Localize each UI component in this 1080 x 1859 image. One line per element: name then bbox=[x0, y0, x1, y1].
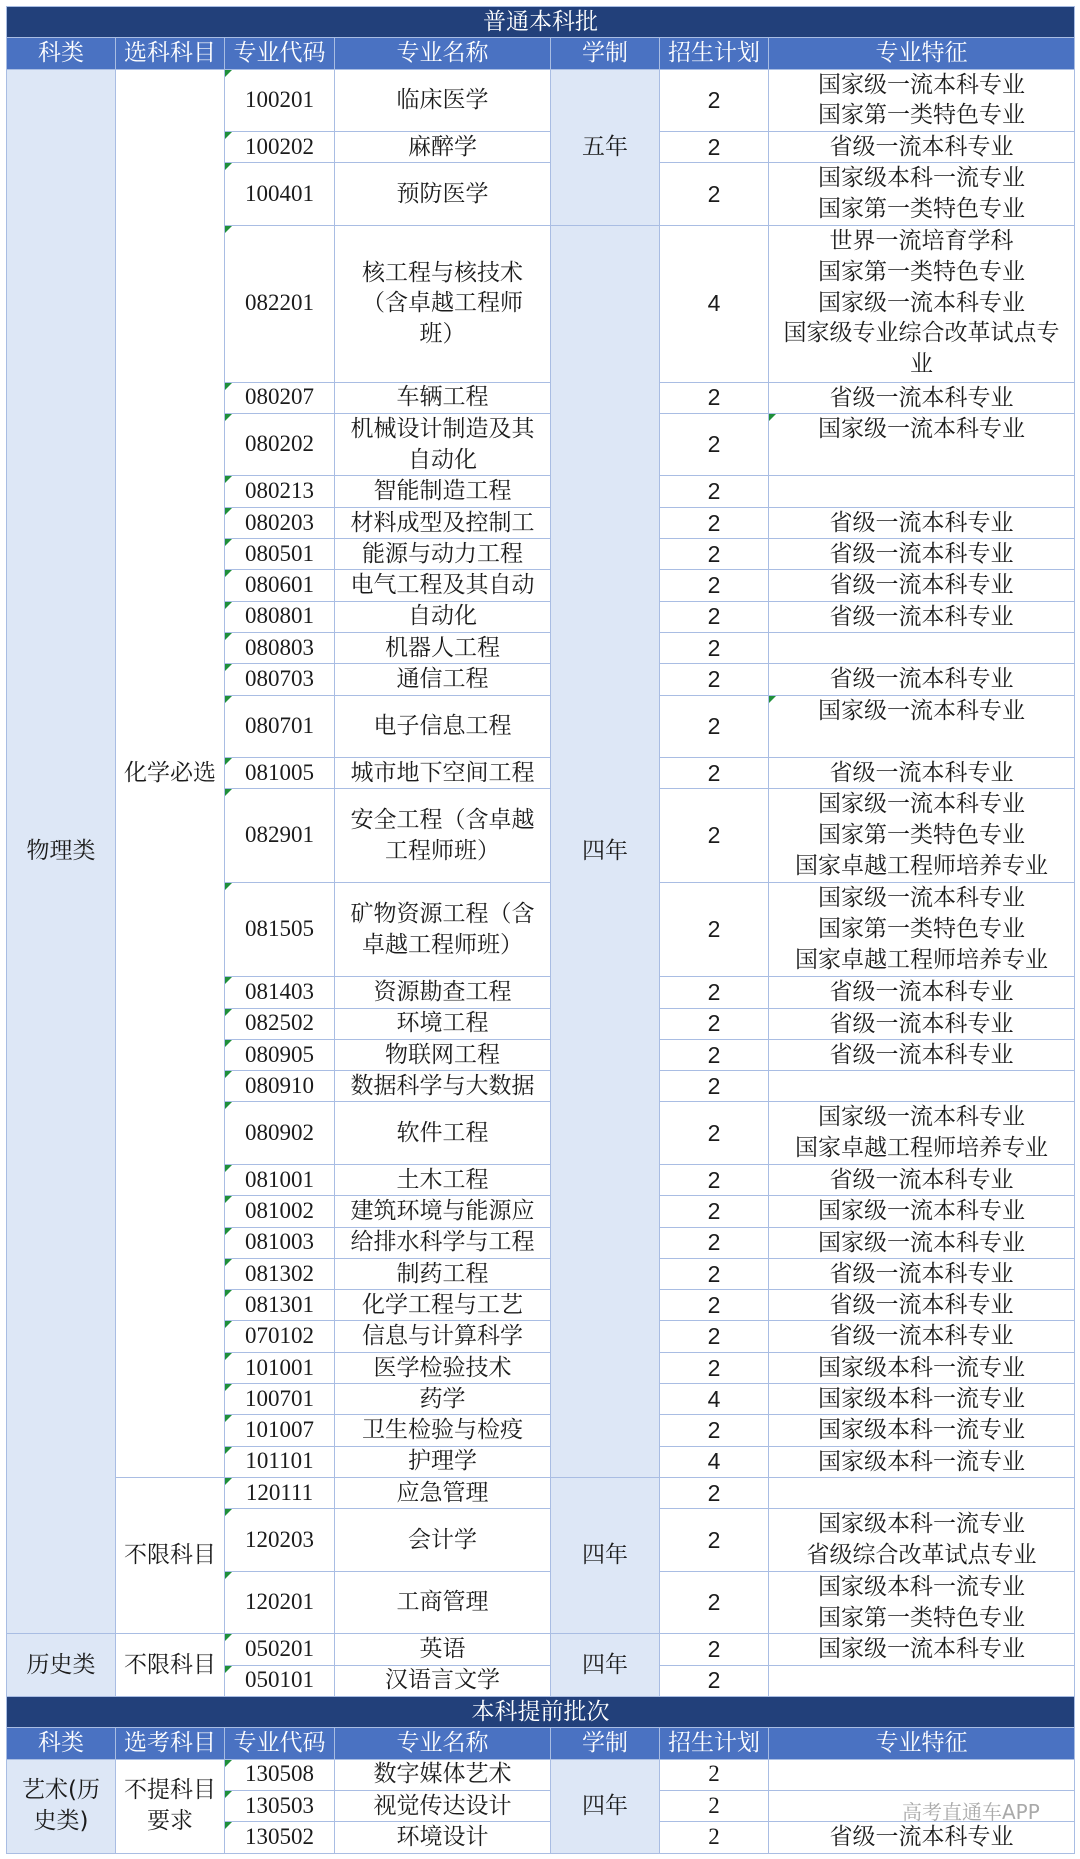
section-title: 普通本科批 bbox=[7, 7, 1074, 37]
header-category: 科类 bbox=[7, 38, 115, 68]
enrollment-plan: 2 bbox=[660, 696, 768, 758]
major-name: 汉语言文学 bbox=[335, 1666, 550, 1696]
feature-item: 国家级本科一流专业 bbox=[818, 1573, 1025, 1600]
major-features bbox=[769, 633, 1074, 663]
header-subjects: 选科科目 bbox=[116, 38, 224, 68]
enrollment-plan: 2 bbox=[660, 1040, 768, 1070]
feature-item: 省级一流本科专业 bbox=[829, 760, 1014, 787]
subject-requirement-cell: 不提科目要求 bbox=[116, 1760, 224, 1853]
feature-item: 省级一流本科专业 bbox=[829, 666, 1014, 693]
major-features bbox=[769, 1384, 1074, 1414]
major-code: 080213 bbox=[225, 476, 334, 506]
duration-cell: 四年 bbox=[551, 1634, 659, 1696]
header-code: 专业代码 bbox=[225, 1728, 334, 1758]
major-name: 通信工程 bbox=[335, 664, 550, 694]
major-code: 082901 bbox=[225, 789, 334, 882]
enrollment-plan: 2 bbox=[660, 602, 768, 632]
duration-cell: 四年 bbox=[551, 1478, 659, 1633]
major-name: 软件工程 bbox=[335, 1102, 550, 1164]
duration-cell: 四年 bbox=[551, 226, 659, 1477]
enrollment-plan: 2 bbox=[660, 1478, 768, 1508]
duration-cell: 四年 bbox=[551, 1760, 659, 1853]
enrollment-plan: 2 bbox=[660, 414, 768, 476]
major-features bbox=[769, 132, 1074, 162]
major-features bbox=[769, 570, 1074, 600]
major-features bbox=[769, 414, 1074, 476]
major-name: 护理学 bbox=[335, 1447, 550, 1477]
major-name: 物联网工程 bbox=[335, 1040, 550, 1070]
major-code: 120203 bbox=[225, 1509, 334, 1571]
enrollment-plan: 2 bbox=[660, 1353, 768, 1383]
feature-item: 国家第一类特色专业 bbox=[818, 916, 1025, 943]
header-features: 专业特征 bbox=[769, 38, 1074, 68]
major-name: 电气工程及其自动 bbox=[335, 570, 550, 600]
header-plan: 招生计划 bbox=[660, 38, 768, 68]
enrollment-plan: 2 bbox=[660, 132, 768, 162]
major-code: 080501 bbox=[225, 539, 334, 569]
major-name: 临床医学 bbox=[335, 70, 550, 132]
major-code: 080910 bbox=[225, 1071, 334, 1101]
enrollment-plan: 2 bbox=[660, 1228, 768, 1258]
major-name: 药学 bbox=[335, 1384, 550, 1414]
enrollment-plan: 2 bbox=[660, 476, 768, 506]
enrollment-plan: 2 bbox=[660, 1634, 768, 1664]
major-name: 车辆工程 bbox=[335, 383, 550, 413]
major-features bbox=[769, 664, 1074, 694]
major-code: 080601 bbox=[225, 570, 334, 600]
feature-item: 省级一流本科专业 bbox=[829, 603, 1014, 630]
major-features bbox=[769, 1102, 1074, 1164]
major-name: 制药工程 bbox=[335, 1259, 550, 1289]
feature-item: 省级一流本科专业 bbox=[829, 1041, 1014, 1068]
section-title: 本科提前批次 bbox=[7, 1697, 1074, 1727]
major-features bbox=[769, 383, 1074, 413]
major-code: 080701 bbox=[225, 696, 334, 758]
category-cell: 历史类 bbox=[7, 1634, 115, 1696]
major-features bbox=[769, 539, 1074, 569]
feature-item: 国家级一流本科专业 bbox=[818, 1104, 1025, 1131]
major-code: 120111 bbox=[225, 1478, 334, 1508]
major-features bbox=[769, 1760, 1074, 1790]
major-name: 医学检验技术 bbox=[335, 1353, 550, 1383]
subject-requirement-cell: 不限科目 bbox=[116, 1478, 224, 1633]
enrollment-plan: 2 bbox=[660, 1009, 768, 1039]
major-name: 数据科学与大数据 bbox=[335, 1071, 550, 1101]
feature-item: 国家第一类特色专业 bbox=[818, 822, 1025, 849]
enrollment-plan: 2 bbox=[660, 1196, 768, 1226]
enrollment-plan: 2 bbox=[660, 1415, 768, 1445]
major-features bbox=[769, 1259, 1074, 1289]
feature-item: 国家卓越工程师培养专业 bbox=[795, 946, 1048, 973]
enrollment-plan: 2 bbox=[660, 163, 768, 225]
major-features bbox=[769, 1290, 1074, 1320]
feature-item: 省级一流本科专业 bbox=[829, 1010, 1014, 1037]
major-code: 070102 bbox=[225, 1321, 334, 1351]
major-features bbox=[769, 1228, 1074, 1258]
major-name: 建筑环境与能源应 bbox=[335, 1196, 550, 1226]
major-name: 环境工程 bbox=[335, 1009, 550, 1039]
feature-item: 国家级本科一流专业 bbox=[818, 1386, 1025, 1413]
feature-item: 国家卓越工程师培养专业 bbox=[795, 1135, 1048, 1162]
major-name: 自动化 bbox=[335, 602, 550, 632]
enrollment-plan: 2 bbox=[660, 1666, 768, 1696]
major-features bbox=[769, 1634, 1074, 1664]
major-code: 120201 bbox=[225, 1572, 334, 1634]
major-code: 081301 bbox=[225, 1290, 334, 1320]
feature-item: 国家级一流本科专业 bbox=[818, 1636, 1025, 1663]
enrollment-plan: 2 bbox=[660, 1572, 768, 1634]
major-features bbox=[769, 1353, 1074, 1383]
duration-cell: 五年 bbox=[551, 70, 659, 225]
major-code: 081001 bbox=[225, 1165, 334, 1195]
header-duration: 学制 bbox=[551, 38, 659, 68]
major-code: 101007 bbox=[225, 1415, 334, 1445]
major-name: 智能制造工程 bbox=[335, 476, 550, 506]
feature-item: 国家级专业综合改革试点专业 bbox=[783, 320, 1060, 378]
category-cell: 物理类 bbox=[7, 70, 115, 1634]
enrollment-plan: 2 bbox=[660, 539, 768, 569]
feature-item: 国家第一类特色专业 bbox=[818, 102, 1025, 129]
major-code: 080902 bbox=[225, 1102, 334, 1164]
enrollment-plan: 2 bbox=[660, 1071, 768, 1101]
major-features bbox=[769, 70, 1074, 132]
major-name: 环境设计 bbox=[335, 1822, 550, 1852]
major-name: 卫生检验与检疫 bbox=[335, 1415, 550, 1445]
feature-item: 国家级本科一流专业 bbox=[818, 1417, 1025, 1444]
major-features bbox=[769, 1321, 1074, 1351]
category-cell: 艺术(历史类) bbox=[7, 1760, 115, 1853]
major-name: 机械设计制造及其自动化 bbox=[335, 414, 550, 476]
subject-requirement-cell: 化学必选 bbox=[116, 70, 224, 1477]
major-features bbox=[769, 1791, 1074, 1821]
major-name: 英语 bbox=[335, 1634, 550, 1664]
major-code: 082201 bbox=[225, 226, 334, 381]
major-features bbox=[769, 226, 1074, 381]
feature-item: 国家级一流本科专业 bbox=[818, 71, 1025, 98]
watermark: 高考直通车APP bbox=[902, 1800, 1040, 1824]
feature-item: 世界一流培育学科 bbox=[829, 228, 1014, 255]
feature-item: 省级综合改革试点专业 bbox=[806, 1542, 1037, 1569]
enrollment-plan: 2 bbox=[660, 1259, 768, 1289]
major-code: 080207 bbox=[225, 383, 334, 413]
major-features bbox=[769, 1478, 1074, 1508]
enrollment-plan: 2 bbox=[660, 1760, 768, 1790]
header-name: 专业名称 bbox=[335, 38, 550, 68]
major-code: 081003 bbox=[225, 1228, 334, 1258]
major-code: 050201 bbox=[225, 1634, 334, 1664]
feature-item: 国家卓越工程师培养专业 bbox=[795, 853, 1048, 880]
feature-item: 国家级一流本科专业 bbox=[818, 1198, 1025, 1225]
major-code: 101001 bbox=[225, 1353, 334, 1383]
major-name: 矿物资源工程（含卓越工程师班） bbox=[335, 883, 550, 976]
header-category: 科类 bbox=[7, 1728, 115, 1758]
major-code: 050101 bbox=[225, 1666, 334, 1696]
feature-item: 省级一流本科专业 bbox=[829, 1166, 1014, 1193]
enrollment-plan: 2 bbox=[660, 883, 768, 976]
header-plan: 招生计划 bbox=[660, 1728, 768, 1758]
major-name: 城市地下空间工程 bbox=[335, 758, 550, 788]
header-subjects: 选考科目 bbox=[116, 1728, 224, 1758]
major-name: 会计学 bbox=[335, 1509, 550, 1571]
major-name: 能源与动力工程 bbox=[335, 539, 550, 569]
feature-item: 省级一流本科专业 bbox=[829, 384, 1014, 411]
enrollment-plan: 2 bbox=[660, 70, 768, 132]
enrollment-plan: 2 bbox=[660, 664, 768, 694]
major-code: 130508 bbox=[225, 1760, 334, 1790]
feature-item: 省级一流本科专业 bbox=[829, 979, 1014, 1006]
major-code: 082502 bbox=[225, 1009, 334, 1039]
feature-item: 省级一流本科专业 bbox=[829, 509, 1014, 536]
header-name: 专业名称 bbox=[335, 1728, 550, 1758]
major-features bbox=[769, 1447, 1074, 1477]
major-name: 电子信息工程 bbox=[335, 696, 550, 758]
enrollment-plan: 2 bbox=[660, 1791, 768, 1821]
subject-requirement-cell: 不限科目 bbox=[116, 1634, 224, 1696]
major-features bbox=[769, 883, 1074, 976]
major-code: 081505 bbox=[225, 883, 334, 976]
feature-item: 国家第一类特色专业 bbox=[818, 1604, 1025, 1631]
major-features bbox=[769, 977, 1074, 1007]
major-code: 081002 bbox=[225, 1196, 334, 1226]
feature-item: 国家级本科一流专业 bbox=[818, 165, 1025, 192]
header-code: 专业代码 bbox=[225, 38, 334, 68]
feature-item: 国家级一流本科专业 bbox=[818, 791, 1025, 818]
feature-item: 省级一流本科专业 bbox=[829, 1323, 1014, 1350]
major-name: 土木工程 bbox=[335, 1165, 550, 1195]
feature-item: 省级一流本科专业 bbox=[829, 1824, 1014, 1851]
major-code: 100202 bbox=[225, 132, 334, 162]
major-name: 给排水科学与工程 bbox=[335, 1228, 550, 1258]
major-features bbox=[769, 1196, 1074, 1226]
feature-item: 国家级本科一流专业 bbox=[818, 1511, 1025, 1538]
major-name: 材料成型及控制工 bbox=[335, 508, 550, 538]
enrollment-plan: 2 bbox=[660, 758, 768, 788]
major-name: 化学工程与工艺 bbox=[335, 1290, 550, 1320]
enrollment-plan: 2 bbox=[660, 1822, 768, 1852]
enrollment-plan: 2 bbox=[660, 633, 768, 663]
major-code: 080703 bbox=[225, 664, 334, 694]
major-features bbox=[769, 1040, 1074, 1070]
major-features bbox=[769, 1071, 1074, 1101]
enrollment-plan: 4 bbox=[660, 1447, 768, 1477]
enrollment-plan: 2 bbox=[660, 977, 768, 1007]
major-name: 预防医学 bbox=[335, 163, 550, 225]
feature-item: 国家第一类特色专业 bbox=[818, 258, 1025, 285]
feature-item: 国家级一流本科专业 bbox=[818, 1229, 1025, 1256]
enrollment-plan: 4 bbox=[660, 226, 768, 381]
header-duration: 学制 bbox=[551, 1728, 659, 1758]
feature-item: 国家级本科一流专业 bbox=[818, 1448, 1025, 1475]
enrollment-plan: 2 bbox=[660, 1290, 768, 1320]
feature-item: 国家第一类特色专业 bbox=[818, 196, 1025, 223]
major-code: 130502 bbox=[225, 1822, 334, 1852]
header-features: 专业特征 bbox=[769, 1728, 1074, 1758]
major-code: 080801 bbox=[225, 602, 334, 632]
major-features bbox=[769, 1509, 1074, 1571]
major-features bbox=[769, 602, 1074, 632]
enrollment-plan: 2 bbox=[660, 1509, 768, 1571]
major-features bbox=[769, 1165, 1074, 1195]
major-code: 081403 bbox=[225, 977, 334, 1007]
major-features bbox=[769, 476, 1074, 506]
enrollment-plan: 2 bbox=[660, 789, 768, 882]
major-features bbox=[769, 1415, 1074, 1445]
feature-item: 省级一流本科专业 bbox=[829, 1292, 1014, 1319]
major-features bbox=[769, 508, 1074, 538]
major-name: 信息与计算科学 bbox=[335, 1321, 550, 1351]
major-name: 资源勘查工程 bbox=[335, 977, 550, 1007]
enrollment-plan: 2 bbox=[660, 570, 768, 600]
enrollment-plan: 2 bbox=[660, 1321, 768, 1351]
major-features bbox=[769, 1822, 1074, 1852]
major-code: 101101 bbox=[225, 1447, 334, 1477]
major-name: 应急管理 bbox=[335, 1478, 550, 1508]
major-features bbox=[769, 163, 1074, 225]
major-name: 视觉传达设计 bbox=[335, 1791, 550, 1821]
feature-item: 省级一流本科专业 bbox=[829, 1260, 1014, 1287]
major-code: 130503 bbox=[225, 1791, 334, 1821]
major-features bbox=[769, 789, 1074, 882]
feature-item: 国家级本科一流专业 bbox=[818, 1354, 1025, 1381]
major-code: 080803 bbox=[225, 633, 334, 663]
enrollment-plan: 2 bbox=[660, 1102, 768, 1164]
feature-item: 国家级一流本科专业 bbox=[818, 415, 1025, 442]
major-features bbox=[769, 1009, 1074, 1039]
major-name: 工商管理 bbox=[335, 1572, 550, 1634]
major-name: 核工程与核技术（含卓越工程师班） bbox=[335, 226, 550, 381]
major-code: 100701 bbox=[225, 1384, 334, 1414]
major-name: 麻醉学 bbox=[335, 132, 550, 162]
enrollment-plan: 2 bbox=[660, 1165, 768, 1195]
major-code: 100201 bbox=[225, 70, 334, 132]
enrollment-plan: 4 bbox=[660, 1384, 768, 1414]
feature-item: 省级一流本科专业 bbox=[829, 134, 1014, 161]
major-code: 081005 bbox=[225, 758, 334, 788]
major-code: 080202 bbox=[225, 414, 334, 476]
feature-item: 国家级一流本科专业 bbox=[818, 289, 1025, 316]
major-name: 数字媒体艺术 bbox=[335, 1760, 550, 1790]
enrollment-plan: 2 bbox=[660, 383, 768, 413]
major-name: 安全工程（含卓越工程师班） bbox=[335, 789, 550, 882]
feature-item: 国家级一流本科专业 bbox=[818, 697, 1025, 724]
major-features bbox=[769, 696, 1074, 758]
enrollment-plan: 2 bbox=[660, 508, 768, 538]
major-features bbox=[769, 1572, 1074, 1634]
major-features bbox=[769, 1666, 1074, 1696]
major-features bbox=[769, 758, 1074, 788]
feature-item: 国家级一流本科专业 bbox=[818, 885, 1025, 912]
major-code: 100401 bbox=[225, 163, 334, 225]
major-code: 081302 bbox=[225, 1259, 334, 1289]
major-code: 080203 bbox=[225, 508, 334, 538]
major-code: 080905 bbox=[225, 1040, 334, 1070]
feature-item: 省级一流本科专业 bbox=[829, 541, 1014, 568]
feature-item: 省级一流本科专业 bbox=[829, 572, 1014, 599]
admission-plan-table bbox=[6, 6, 1075, 1854]
major-name: 机器人工程 bbox=[335, 633, 550, 663]
